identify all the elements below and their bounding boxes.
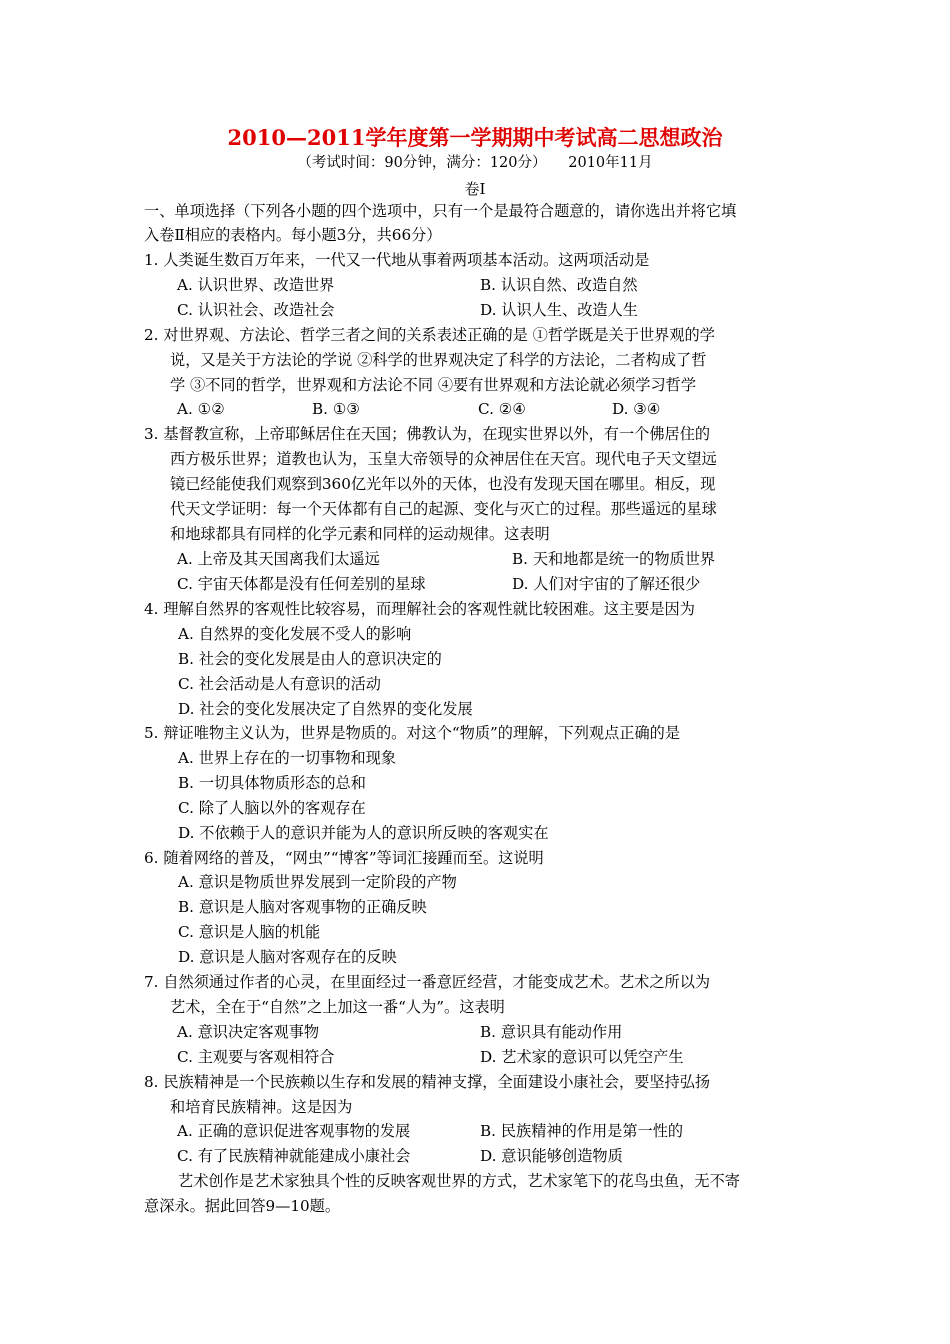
- question-2-option-b: B. ①③: [312, 400, 361, 418]
- question-2-option-c: C. ②④: [478, 400, 526, 418]
- question-6-option-a: A. 意识是物质世界发展到一定阶段的产物: [178, 873, 457, 891]
- question-5-option-b: B. 一切具体物质形态的总和: [178, 774, 366, 792]
- question-7-option-c: C. 主观要与客观相符合: [177, 1048, 335, 1066]
- question-6-option-b: B. 意识是人脑对客观事物的正确反映: [178, 898, 427, 916]
- question-3-option-b: B. 天和地都是统一的物质世界: [512, 550, 716, 568]
- question-8-option-b: B. 民族精神的作用是第一性的: [480, 1122, 684, 1140]
- question-8-option-c: C. 有了民族精神就能建成小康社会: [177, 1147, 411, 1165]
- question-8-option-d: D. 意识能够创造物质: [480, 1147, 623, 1165]
- question-3-option-d: D. 人们对宇宙的了解还很少: [512, 575, 701, 593]
- question-3-stem-line4: 代天文学证明：每一个天体都有自己的起源、变化与灭亡的过程。那些遥远的星球: [170, 500, 717, 518]
- question-7-stem-line2: 艺术，全在于“自然”之上加这一番“人为”。这表明: [170, 998, 505, 1016]
- question-7-option-d: D. 艺术家的意识可以凭空产生: [480, 1048, 684, 1066]
- question-3-stem-line1: 3. 基督教宣称，上帝耶稣居住在天国；佛教认为，在现实世界以外，有一个佛居住的: [144, 425, 711, 443]
- question-4-option-c: C. 社会活动是人有意识的活动: [178, 675, 381, 693]
- section-instruction-line2: 入卷Ⅱ相应的表格内。每小题3分，共66分）: [144, 226, 442, 244]
- question-2-stem-line3: 学 ③不同的哲学，世界观和方法论不同 ④要有世界观和方法论就必须学习哲学: [170, 376, 697, 394]
- question-4-option-a: A. 自然界的变化发展不受人的影响: [178, 625, 412, 643]
- question-5-option-d: D. 不依赖于人的意识并能为人的意识所反映的客观实在: [178, 824, 549, 842]
- question-6-stem: 6. 随着网络的普及，“网虫”“博客”等词汇接踵而至。这说明: [144, 849, 544, 867]
- question-4-option-d: D. 社会的变化发展决定了自然界的变化发展: [178, 700, 473, 718]
- question-8-stem-line1: 8. 民族精神是一个民族赖以生存和发展的精神支撑，全面建设小康社会，要坚持弘扬: [144, 1073, 711, 1091]
- question-2-stem-line1: 2. 对世界观、方法论、哲学三者之间的关系表述正确的是 ①哲学既是关于世界观的学: [144, 326, 715, 344]
- section-instruction-line1: 一、单项选择（下列各小题的四个选项中，只有一个是最符合题意的，请你选出并将它填: [144, 202, 737, 220]
- passage-line1: 艺术创作是艺术家独具个性的反映客观世界的方式，艺术家笔下的花鸟虫鱼，无不寄: [178, 1172, 740, 1190]
- question-7-option-a: A. 意识决定客观事物: [177, 1023, 320, 1041]
- exam-title: 2010—2011学年度第一学期期中考试高二思想政治: [227, 125, 723, 150]
- question-6-option-d: D. 意识是人脑对客观存在的反映: [178, 948, 397, 966]
- question-1-option-c: C. 认识社会、改造社会: [177, 301, 335, 319]
- question-1-option-d: D. 认识人生、改造人生: [480, 301, 638, 319]
- question-1-option-b: B. 认识自然、改造自然: [480, 276, 638, 294]
- question-7-option-b: B. 意识具有能动作用: [480, 1023, 623, 1041]
- exam-subtitle: （考试时间：90分钟，满分：120分） 2010年11月: [297, 155, 653, 171]
- question-6-option-c: C. 意识是人脑的机能: [178, 923, 321, 941]
- question-4-option-b: B. 社会的变化发展是由人的意识决定的: [178, 650, 442, 668]
- question-2-option-a: A. ①②: [177, 400, 225, 418]
- passage-line2: 意深永。据此回答9—10题。: [144, 1197, 341, 1215]
- question-1-option-a: A. 认识世界、改造世界: [177, 276, 335, 294]
- question-2-stem-line2: 说，又是关于方法论的学说 ②科学的世界观决定了科学的方法论，二者构成了哲: [170, 351, 707, 369]
- question-7-stem-line1: 7. 自然须通过作者的心灵，在里面经过一番意匠经营，才能变成艺术。艺术之所以为: [144, 973, 711, 991]
- question-5-stem: 5. 辩证唯物主义认为，世界是物质的。对这个“物质”的理解，下列观点正确的是: [144, 724, 681, 742]
- question-3-stem-line5: 和地球都具有同样的化学元素和同样的运动规律。这表明: [170, 525, 550, 543]
- question-3-option-c: C. 宇宙天体都是没有任何差别的星球: [177, 575, 426, 593]
- question-3-stem-line3: 镜已经能使我们观察到360亿光年以外的天体，也没有发现天国在哪里。相反，现: [170, 475, 716, 493]
- question-8-stem-line2: 和培育民族精神。这是因为: [170, 1098, 353, 1116]
- question-2-option-d: D. ③④: [612, 400, 661, 418]
- question-3-stem-line2: 西方极乐世界；道教也认为，玉皇大帝领导的众神居住在天宫。现代电子天文望远: [170, 450, 717, 468]
- question-8-option-a: A. 正确的意识促进客观事物的发展: [177, 1122, 411, 1140]
- question-5-option-a: A. 世界上存在的一切事物和现象: [178, 749, 397, 767]
- question-3-option-a: A. 上帝及其天国离我们太遥远: [177, 550, 380, 568]
- volume-label: 卷Ⅰ: [464, 180, 486, 198]
- question-5-option-c: C. 除了人脑以外的客观存在: [178, 799, 366, 817]
- question-4-stem: 4. 理解自然界的客观性比较容易，而理解社会的客观性就比较困难。这主要是因为: [144, 600, 695, 618]
- question-1-stem: 1. 人类诞生数百万年来，一代又一代地从事着两项基本活动。这两项活动是: [144, 251, 650, 269]
